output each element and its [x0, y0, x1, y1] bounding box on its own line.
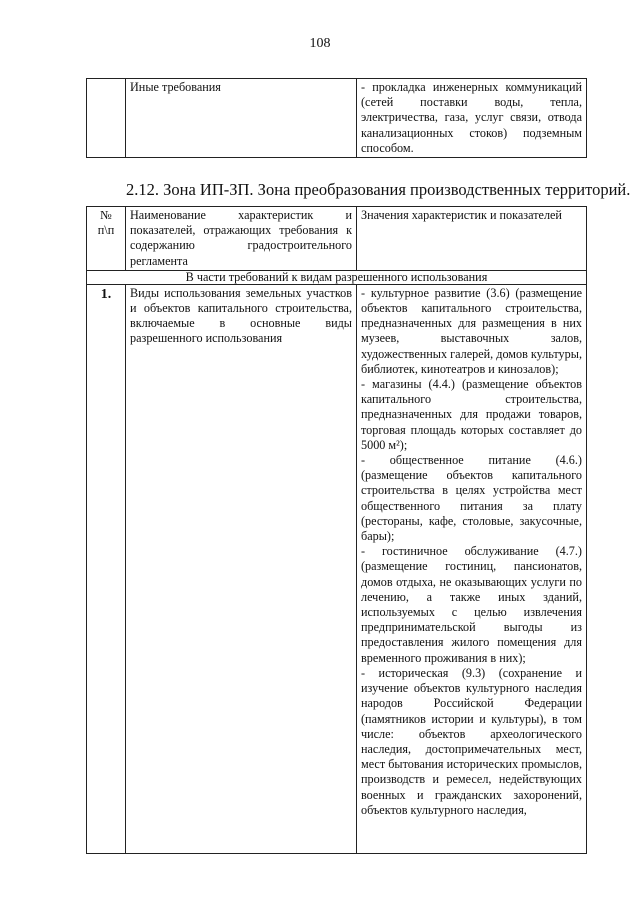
section-heading: 2.12. Зона ИП-ЗП. Зона преобразования производственных территорий. [126, 180, 631, 199]
column-header-value: Значения характеристик и показателей [357, 207, 587, 271]
list-item: - общественное питание (4.6.) (размещение объектов капитального строительства в целях устройства мест общественного питания за плату (рестораны, кафе, столовые, закусочные, бары); [361, 453, 582, 544]
table-subheader: В части требований к видам разрешенного использования [87, 270, 587, 284]
table-row [87, 284, 587, 853]
row-name: Виды использования земельных участков и объектов капитального строительства, включаемые в основные виды разрешенного использования [126, 284, 357, 853]
column-header-name: Наименование характеристик и показателей, отражающих требования к содержанию градостроительного регламента [126, 207, 357, 271]
requirement-value: - прокладка инженерных коммуникаций (сетей поставки воды, тепла, электричества, газа, услуг связи, отвода канализационных стоков) подземным способом. [357, 79, 587, 158]
list-item: - культурное развитие (3.6) (размещение объектов капитального строительства, предназначенных для размещения в них музеев, выставочных залов, художественных галерей, домов культуры, библиотек, кинотеатров и кинозалов); [361, 285, 582, 376]
table-subheader-row [87, 270, 587, 284]
row-number-cell [87, 79, 126, 158]
table-row [87, 79, 587, 158]
row-values [357, 284, 587, 853]
row-number: 1. [87, 284, 126, 853]
zone-requirements-table [86, 206, 587, 854]
list-item: - гостиничное обслуживание (4.7.) (размещение гостиниц, пансионатов, домов отдыха, не оказывающих услуги по лечению, а также иных зданий, используемых с целью извлечения предпринимательской выгоды из предоставления жилого помещения для временного проживания в них); [361, 544, 582, 665]
page-number: 108 [309, 36, 331, 51]
other-requirements-table [86, 78, 587, 158]
list-item: - историческая (9.3) (сохранение и изучение объектов культурного наследия народов Российской Федерации (памятников истории и культуры), в том числе: объектов археологического наследия, достопримечательных мест, мест бытования исторических промыслов, производств и ремесел, недействующих военных и гражданских захоронений, объектов культурного наследия, [361, 665, 582, 817]
column-header-number: № п\п [87, 207, 126, 271]
requirement-label: Иные требования [126, 79, 357, 158]
table-header-row [87, 207, 587, 271]
list-item: - магазины (4.4.) (размещение объектов капитального строительства, предназначенных для продажи товаров, торговая площадь которых составляет до 5000 м²); [361, 377, 582, 452]
